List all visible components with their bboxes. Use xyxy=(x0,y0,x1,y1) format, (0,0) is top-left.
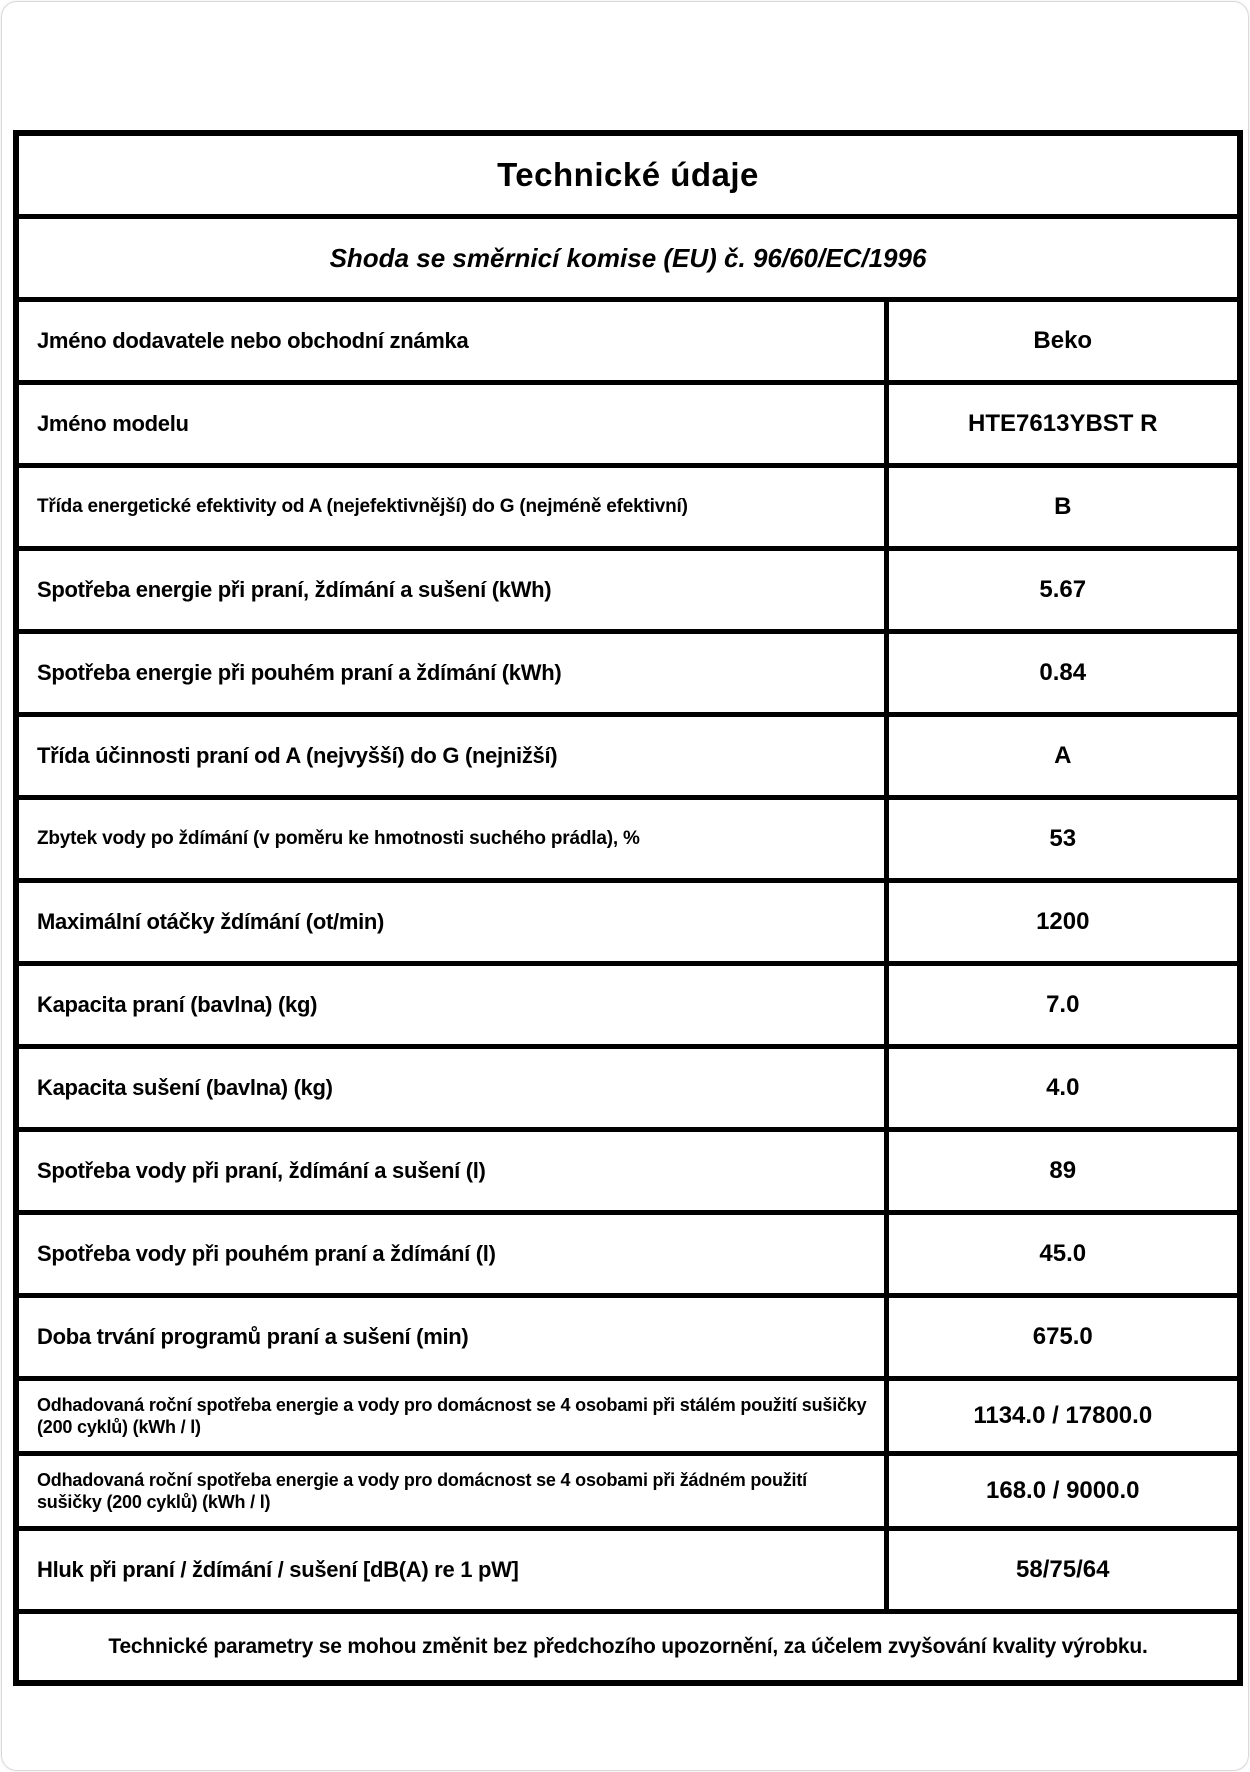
spec-row-program-duration xyxy=(16,1296,1240,1379)
spec-row-dry-capacity xyxy=(16,1047,1240,1130)
spec-row-wash-class xyxy=(16,715,1240,798)
spec-row-annual-consumption-dryer-used xyxy=(16,1379,1240,1454)
spec-value: 4.0 xyxy=(886,1047,1240,1130)
disclaimer-note: Technické parametry se mohou změnit bez předchozího upozornění, za účelem zvyšování kvality výrobku. xyxy=(16,1612,1240,1684)
spec-value: 675.0 xyxy=(886,1296,1240,1379)
spec-row-max-spin xyxy=(16,881,1240,964)
spec-value: 1200 xyxy=(886,881,1240,964)
spec-row-noise xyxy=(16,1529,1240,1612)
spec-value: A xyxy=(886,715,1240,798)
spec-label: Spotřeba vody při praní, ždímání a sušení (l) xyxy=(16,1130,886,1213)
spec-value: 58/75/64 xyxy=(886,1529,1240,1612)
spec-label: Odhadovaná roční spotřeba energie a vody pro domácnost se 4 osobami při stálém použití sušičky (200 cyklů) (kWh / l) xyxy=(16,1379,886,1454)
spec-value: 45.0 xyxy=(886,1213,1240,1296)
spec-value: 1134.0 / 17800.0 xyxy=(886,1379,1240,1454)
spec-label: Kapacita sušení (bavlna) (kg) xyxy=(16,1047,886,1130)
spec-value: HTE7613YBST R xyxy=(886,383,1240,466)
spec-row-annual-consumption-no-dryer xyxy=(16,1454,1240,1529)
compliance-directive-note: Shoda se směrnicí komise (EU) č. 96/60/EC/1996 xyxy=(16,217,1240,300)
spec-row-water-residue xyxy=(16,798,1240,881)
spec-value: Beko xyxy=(886,300,1240,383)
technical-data-table xyxy=(13,130,1243,1686)
spec-value: 168.0 / 9000.0 xyxy=(886,1454,1240,1529)
spec-label: Spotřeba energie při praní, ždímání a sušení (kWh) xyxy=(16,549,886,632)
spec-row-water-wash-dry xyxy=(16,1130,1240,1213)
spec-label: Hluk při praní / ždímání / sušení [dB(A) re 1 pW] xyxy=(16,1529,886,1612)
spec-row-model xyxy=(16,383,1240,466)
spec-row-energy-wash-dry xyxy=(16,549,1240,632)
spec-label: Spotřeba vody při pouhém praní a ždímání (l) xyxy=(16,1213,886,1296)
spec-row-energy-class xyxy=(16,466,1240,549)
spec-label: Kapacita praní (bavlna) (kg) xyxy=(16,964,886,1047)
spec-label: Spotřeba energie při pouhém praní a ždímání (kWh) xyxy=(16,632,886,715)
spec-value: 53 xyxy=(886,798,1240,881)
spec-label: Třída účinnosti praní od A (nejvyšší) do G (nejnižší) xyxy=(16,715,886,798)
spec-label: Třída energetické efektivity od A (nejefektivnější) do G (nejméně efektivní) xyxy=(16,466,886,549)
spec-row-water-wash-only xyxy=(16,1213,1240,1296)
spec-label: Doba trvání programů praní a sušení (min) xyxy=(16,1296,886,1379)
spec-value: 5.67 xyxy=(886,549,1240,632)
spec-value: 7.0 xyxy=(886,964,1240,1047)
title-row xyxy=(16,133,1240,217)
spec-value: 89 xyxy=(886,1130,1240,1213)
spec-label: Zbytek vody po ždímání (v poměru ke hmotnosti suchého prádla), % xyxy=(16,798,886,881)
footer-row xyxy=(16,1612,1240,1684)
spec-row-supplier xyxy=(16,300,1240,383)
spec-label: Odhadovaná roční spotřeba energie a vody pro domácnost se 4 osobami při žádném použití sušičky (200 cyklů) (kWh / l) xyxy=(16,1454,886,1529)
spec-label: Jméno modelu xyxy=(16,383,886,466)
spec-value: B xyxy=(886,466,1240,549)
subtitle-row xyxy=(16,217,1240,300)
page-title: Technické údaje xyxy=(16,133,1240,217)
spec-label: Jméno dodavatele nebo obchodní známka xyxy=(16,300,886,383)
spec-label: Maximální otáčky ždímání (ot/min) xyxy=(16,881,886,964)
spec-value: 0.84 xyxy=(886,632,1240,715)
spec-row-energy-wash-only xyxy=(16,632,1240,715)
spec-row-wash-capacity xyxy=(16,964,1240,1047)
